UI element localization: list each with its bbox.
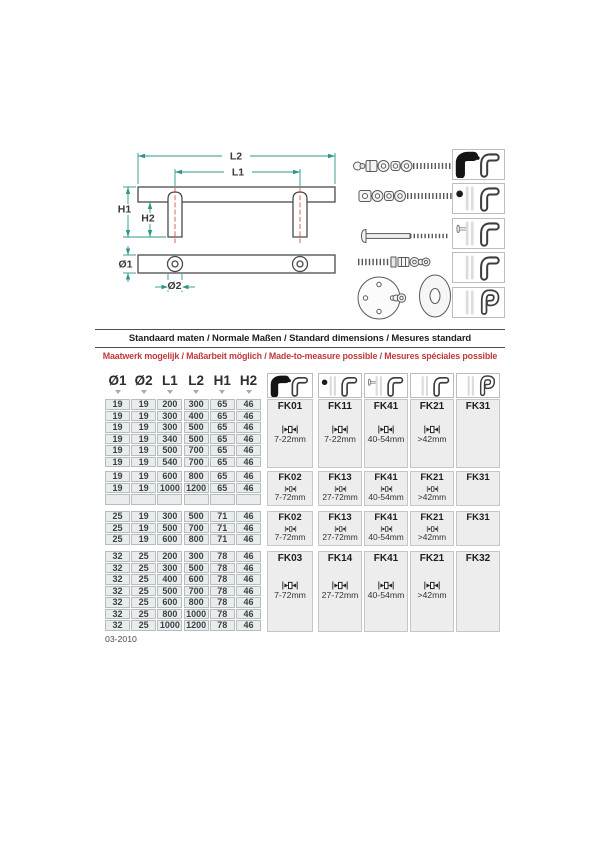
sort-arrow-icon	[115, 390, 121, 394]
dimension-cell: 65	[210, 434, 235, 445]
dimension-cell: 1000	[184, 609, 209, 620]
dimension-cell: 19	[105, 411, 130, 422]
fixing-code: FK21	[420, 472, 444, 483]
dimension-cell: 25	[105, 511, 130, 522]
dimensions-table	[105, 373, 501, 648]
fixing-range: 7-72mm	[274, 492, 306, 503]
dimension-cell: 600	[157, 597, 182, 608]
dimension-cell: 800	[184, 597, 209, 608]
dimension-cell: 200	[157, 399, 182, 410]
column-header-2	[131, 373, 156, 397]
fixing-cell-FK41	[364, 551, 408, 632]
dimension-cell: 300	[157, 422, 182, 433]
dimension-cell: 1000	[157, 620, 182, 631]
made-to-measure-note: Maatwerk mogelijk / Maßarbeit möglich / Made-to-measure possible / Mesures spéciales possible	[102, 350, 498, 361]
dimension-cell: 19	[105, 483, 130, 494]
dimension-cell: 19	[105, 457, 130, 468]
sort-arrow-icon	[219, 390, 225, 394]
dimension-cell: 19	[131, 523, 156, 534]
dimension-cell: 19	[131, 434, 156, 445]
dimension-cell: 46	[236, 399, 261, 410]
dimension-cell: 500	[184, 511, 209, 522]
fixing-code: FK41	[373, 553, 399, 564]
glass-panel-icon	[454, 254, 503, 281]
fixing-cell-FK41	[364, 399, 408, 468]
mounting-type-boxes	[452, 149, 505, 321]
dimension-cell: 78	[210, 563, 235, 574]
dimension-cell: 500	[157, 586, 182, 597]
fixing-range: >42mm	[417, 590, 447, 601]
fixing-cell-FK03	[267, 551, 313, 632]
dimension-cell: 32	[105, 574, 130, 585]
fixing-range: 40-54mm	[368, 492, 404, 503]
fixing-column-icon-through-fixing	[267, 373, 313, 398]
fixing-cell-FK01	[267, 399, 313, 468]
fixing-cell-FK41	[364, 511, 408, 546]
fixing-code: FK31	[466, 472, 490, 483]
dimension-cell: 1200	[184, 483, 209, 494]
dimension-cell: 78	[210, 597, 235, 608]
dimension-cell: 78	[210, 620, 235, 631]
dimension-cell: 71	[210, 534, 235, 545]
dimension-cell: 800	[157, 609, 182, 620]
fixing-range: 27-72mm	[321, 590, 359, 601]
dimension-cell: 300	[184, 551, 209, 562]
fixing-cell-FK21	[410, 471, 454, 506]
dimension-cell: 700	[184, 523, 209, 534]
fixing-cell-FK13	[318, 511, 362, 546]
dimension-cell: 300	[157, 511, 182, 522]
fixing-range: 7-72mm	[274, 532, 306, 543]
dimension-cell: 71	[210, 523, 235, 534]
dimension-cell: 25	[131, 609, 156, 620]
dimension-cell	[236, 494, 261, 505]
dimension-cell: 32	[105, 620, 130, 631]
dimension-cell: 500	[184, 434, 209, 445]
dimension-cell: 400	[184, 411, 209, 422]
dim-label-l2: L2	[229, 150, 243, 163]
dimension-cell	[131, 494, 156, 505]
dimension-cell: 300	[184, 399, 209, 410]
hook-return-icon	[458, 375, 498, 397]
dimension-cell: 46	[236, 411, 261, 422]
fixing-code: FK01	[277, 401, 303, 412]
fixing-code: FK11	[328, 401, 352, 412]
fixing-cell-FK21	[410, 551, 454, 632]
dimension-cell: 46	[236, 563, 261, 574]
flat-head-screw-icon	[454, 220, 503, 247]
dimension-cell: 25	[131, 563, 156, 574]
fixing-code: FK31	[466, 512, 490, 523]
dimension-cell: 46	[236, 609, 261, 620]
fixing-range: 40-54mm	[367, 590, 405, 601]
fixing-cell-FK32	[456, 551, 500, 632]
glass-panel-icon	[412, 375, 452, 397]
fixing-range: >42mm	[417, 532, 447, 543]
dimension-cell: 32	[105, 551, 130, 562]
dim-label-h2: H2	[141, 212, 155, 225]
mount-box-through-fixing	[452, 149, 505, 180]
dimension-cell: 46	[236, 422, 261, 433]
dim-label-d2: Ø2	[167, 280, 182, 292]
column-header-5	[210, 373, 235, 397]
dimension-cell: 32	[105, 597, 130, 608]
fixing-code: FK41	[374, 472, 398, 483]
sort-arrow-icon	[193, 390, 199, 394]
dimension-cell: 19	[131, 471, 156, 482]
dimension-cell: 340	[157, 434, 182, 445]
dimension-cell	[210, 494, 235, 505]
sort-arrow-icon	[141, 390, 147, 394]
dim-label-d1: Ø1	[118, 258, 133, 271]
dimension-cell: 400	[157, 574, 182, 585]
dimension-cell: 19	[131, 457, 156, 468]
dimension-cell: 65	[210, 445, 235, 456]
fixing-code: FK41	[374, 512, 398, 523]
column-header-label: L2	[188, 373, 204, 388]
dimension-cell: 25	[131, 551, 156, 562]
dimension-cell: 25	[131, 586, 156, 597]
fixing-code: FK02	[278, 472, 302, 483]
dimension-cell: 25	[105, 534, 130, 545]
dimension-cell: 78	[210, 609, 235, 620]
dimension-cell: 19	[105, 471, 130, 482]
dimensions-header	[95, 329, 505, 361]
fixing-cell-FK11	[318, 399, 362, 468]
dimension-cell: 46	[236, 457, 261, 468]
dimension-cell	[157, 494, 182, 505]
fixing-cell-FK21	[410, 399, 454, 468]
dimension-cell	[184, 494, 209, 505]
fixing-range: 27-72mm	[322, 532, 358, 543]
hex-nut-icon	[398, 258, 409, 267]
dimension-cell	[105, 494, 130, 505]
column-header-label: H2	[239, 373, 258, 388]
column-header-3	[157, 373, 182, 397]
fixing-range: 40-54mm	[368, 532, 404, 543]
dimension-cell: 78	[210, 551, 235, 562]
dimension-cell: 65	[210, 422, 235, 433]
fixing-cell-FK31	[456, 511, 500, 546]
fixing-range: 7-22mm	[324, 434, 356, 445]
dimension-cell: 600	[184, 574, 209, 585]
dimension-cell: 500	[184, 422, 209, 433]
dimension-cell: 19	[131, 399, 156, 410]
dimension-cell: 19	[131, 534, 156, 545]
thread-icons	[358, 166, 452, 262]
dimension-cell: 46	[236, 511, 261, 522]
fixing-code: FK03	[277, 553, 303, 564]
through-fixing-icon	[269, 375, 311, 397]
bolt-head-icon	[362, 230, 367, 243]
dimension-cell: 25	[131, 597, 156, 608]
dimension-cell: 65	[210, 471, 235, 482]
dimension-cell: 19	[131, 411, 156, 422]
standard-dimensions-title: Standaard maten / Normale Maßen / Standard dimensions / Mesures standard	[95, 329, 505, 348]
fixing-range: >42mm	[417, 492, 447, 503]
fixing-code: FK32	[465, 553, 491, 564]
fixing-range: 7-72mm	[274, 590, 306, 601]
fixing-cell-FK02	[267, 511, 313, 546]
button-head-screw-icon	[454, 185, 503, 212]
column-header-label: Ø1	[108, 373, 127, 388]
fixing-cell-FK41	[364, 471, 408, 506]
dimension-cell: 32	[105, 563, 130, 574]
dimension-cell: 46	[236, 574, 261, 585]
mount-box-hook-return	[452, 287, 505, 318]
dim-label-h1: H1	[117, 203, 132, 216]
fixing-code: FK21	[419, 401, 445, 412]
fixing-code: FK21	[419, 553, 445, 564]
dimension-cell: 1000	[157, 483, 182, 494]
dimension-cell: 46	[236, 445, 261, 456]
dimension-cell: 46	[236, 620, 261, 631]
dimension-cell: 19	[131, 422, 156, 433]
dimension-cell: 500	[157, 523, 182, 534]
column-header-4	[184, 373, 209, 397]
date-code: 03-2010	[105, 634, 137, 644]
through-fixing-icon	[454, 151, 503, 178]
dimension-cell: 46	[236, 434, 261, 445]
dimension-cell: 600	[157, 534, 182, 545]
column-header-label: L1	[162, 373, 178, 388]
handle-technical-drawing	[108, 142, 356, 304]
dimension-cell: 25	[131, 620, 156, 631]
dimension-cell: 46	[236, 523, 261, 534]
dimension-cell: 19	[131, 511, 156, 522]
column-header-1	[105, 373, 130, 397]
handle-outline	[138, 187, 335, 273]
column-header-6	[236, 373, 261, 397]
fixing-cell-FK02	[267, 471, 313, 506]
dimension-cell: 300	[157, 563, 182, 574]
dimension-cell: 46	[236, 586, 261, 597]
dimension-cell: 25	[105, 523, 130, 534]
fixing-column-icon-glass-panel	[410, 373, 454, 398]
dimension-cell: 19	[131, 445, 156, 456]
dimension-cell: 46	[236, 534, 261, 545]
dimension-cell: 65	[210, 457, 235, 468]
dim-label-l1: L1	[231, 166, 245, 179]
dimension-cell: 19	[105, 422, 130, 433]
fixing-column-icon-flat-head-screw	[364, 373, 408, 398]
dimension-cell: 46	[236, 483, 261, 494]
sort-arrow-icon	[246, 390, 252, 394]
fixing-cell-FK31	[456, 471, 500, 506]
dimension-cell: 25	[131, 574, 156, 585]
dimension-cell: 78	[210, 586, 235, 597]
dimension-cell: 46	[236, 551, 261, 562]
mount-box-button-head-screw	[452, 183, 505, 214]
dimension-cell: 46	[236, 471, 261, 482]
dimension-cell: 19	[131, 483, 156, 494]
fixing-code: FK13	[328, 472, 352, 483]
fixing-code: FK41	[373, 401, 399, 412]
fixing-code: FK13	[328, 512, 352, 523]
button-head-screw-icon	[320, 375, 360, 397]
fixing-code: FK31	[465, 401, 491, 412]
dimension-cell: 65	[210, 399, 235, 410]
column-header-label: Ø2	[134, 373, 153, 388]
dimension-cell: 1200	[184, 620, 209, 631]
dimension-cell: 19	[105, 399, 130, 410]
dimension-cell: 78	[210, 574, 235, 585]
dimension-cell: 700	[184, 445, 209, 456]
fastener-kit-illustrations	[352, 146, 456, 326]
dimension-cell: 32	[105, 586, 130, 597]
dimension-cell: 800	[184, 471, 209, 482]
fixing-range: 7-22mm	[274, 434, 306, 445]
fixing-column-icon-hook-return	[456, 373, 500, 398]
dimension-cell: 65	[210, 411, 235, 422]
hook-return-icon	[454, 289, 503, 316]
dimension-cell: 700	[184, 457, 209, 468]
mount-box-glass-panel	[452, 252, 505, 283]
fixing-range: 27-72mm	[322, 492, 358, 503]
sort-arrow-icon	[167, 390, 173, 394]
fixing-column-icon-button-head-screw	[318, 373, 362, 398]
dimension-cell: 500	[157, 445, 182, 456]
dimension-cell: 19	[105, 445, 130, 456]
dimension-cell: 540	[157, 457, 182, 468]
fixing-cell-FK14	[318, 551, 362, 632]
dimension-cell: 500	[184, 563, 209, 574]
column-header-label: H1	[213, 373, 231, 388]
dimension-cell: 32	[105, 609, 130, 620]
fixing-cell-FK21	[410, 511, 454, 546]
dimension-cell: 600	[157, 471, 182, 482]
dimension-cell: 19	[105, 434, 130, 445]
dimension-cell: 300	[157, 411, 182, 422]
dimension-cell: 200	[157, 551, 182, 562]
fixing-code: FK21	[420, 512, 444, 523]
fixing-code: FK02	[278, 512, 302, 523]
fixing-cell-FK31	[456, 399, 500, 468]
dimension-cell: 65	[210, 483, 235, 494]
fixing-code: FK14	[327, 553, 353, 564]
mount-box-flat-head-screw	[452, 218, 505, 249]
fixing-cell-FK13	[318, 471, 362, 506]
dimension-cell: 700	[184, 586, 209, 597]
dimension-cell: 71	[210, 511, 235, 522]
dimension-cell: 46	[236, 597, 261, 608]
fixing-range: 40-54mm	[367, 434, 405, 445]
flat-head-screw-icon	[366, 375, 406, 397]
dimension-cell: 800	[184, 534, 209, 545]
fixing-range: >42mm	[417, 434, 447, 445]
